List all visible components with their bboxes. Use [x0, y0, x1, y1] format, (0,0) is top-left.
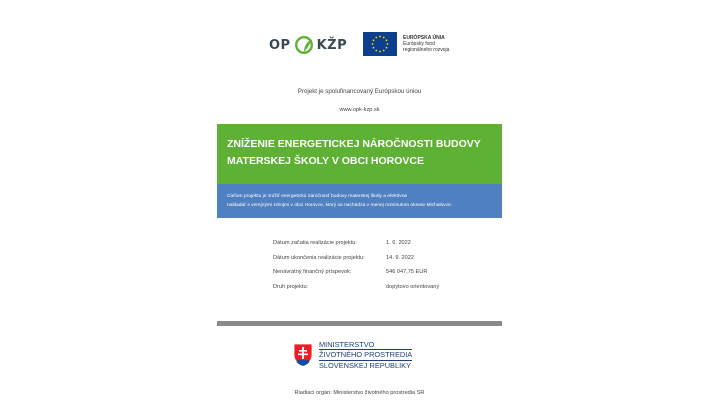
title-band [217, 124, 502, 184]
ministry-logo [293, 340, 412, 370]
op-logo-text-right: KŽP [316, 37, 348, 53]
eu-title: EURÓPSKA ÚNIA [403, 35, 445, 41]
eu-logo [363, 32, 449, 56]
detail-row [273, 255, 493, 270]
eu-flag-icon [363, 32, 397, 56]
detail-row [273, 284, 493, 299]
logo-row [217, 30, 502, 60]
detail-row [273, 269, 493, 284]
detail-value: dopytovo orientovaný [386, 284, 440, 291]
detail-label: Dátum začatia realizácie projektu: [273, 240, 357, 246]
ministry-name-line1: MINISTERSTVO [319, 340, 375, 349]
detail-row [273, 240, 493, 255]
detail-value: 546 047,75 EUR [386, 269, 428, 276]
eu-stars-icon [363, 32, 397, 56]
description-band [217, 184, 502, 218]
project-description-line2: nakladať s verejnými zdrojmi v obci Horovce, ktorý sa nachádza v menej rozvinutom okrese Michalovce. [227, 203, 453, 208]
project-description [227, 192, 496, 210]
project-title-line1: ZNÍŽENIE ENERGETICKEJ NÁROČNOSTI BUDOVY [227, 138, 481, 150]
project-details [273, 240, 493, 299]
project-poster [217, 0, 502, 420]
divider-bar [217, 321, 502, 326]
eu-fund-line2: regionálneho rozvoja [403, 47, 450, 53]
op-kzp-logo [269, 32, 347, 58]
ministry-name-line3: SLOVENSKEJ REPUBLIKY [319, 360, 412, 370]
project-description-line1: Cieľom projektu je znížiť energetickú náročnosť budovy materskej školy a efektívne [227, 194, 408, 199]
detail-value: 1. 6. 2022 [386, 240, 411, 246]
project-title [227, 136, 494, 170]
slovak-coat-of-arms-icon [293, 343, 313, 367]
detail-label: Druh projektu: [273, 284, 309, 291]
managing-authority-note: Riadiaci orgán: Ministerstvo životného prostredia SR [294, 390, 425, 396]
detail-value: 14. 9. 2022 [386, 254, 414, 261]
eu-fund-line1: Európsky fond [403, 41, 435, 47]
leaf-icon [293, 34, 315, 56]
detail-label: Nenávratný finančný príspevok: [273, 269, 352, 276]
ministry-name [319, 340, 412, 370]
ministry-name-line2: ŽIVOTNÉHO PROSTREDIA [319, 350, 413, 360]
website-link[interactable]: www.opk-kzp.sk [339, 107, 380, 113]
op-logo-text-left: OP [269, 37, 291, 53]
project-title-line2: MATERSKEJ ŠKOLY V OBCI HOROVCE [227, 155, 425, 167]
cofinancing-note: Projekt je spolufinancovaný Európskou úniou [297, 88, 422, 95]
eu-logo-text [403, 35, 449, 53]
detail-label: Dátum ukončenia realizácie projektu: [273, 254, 365, 261]
